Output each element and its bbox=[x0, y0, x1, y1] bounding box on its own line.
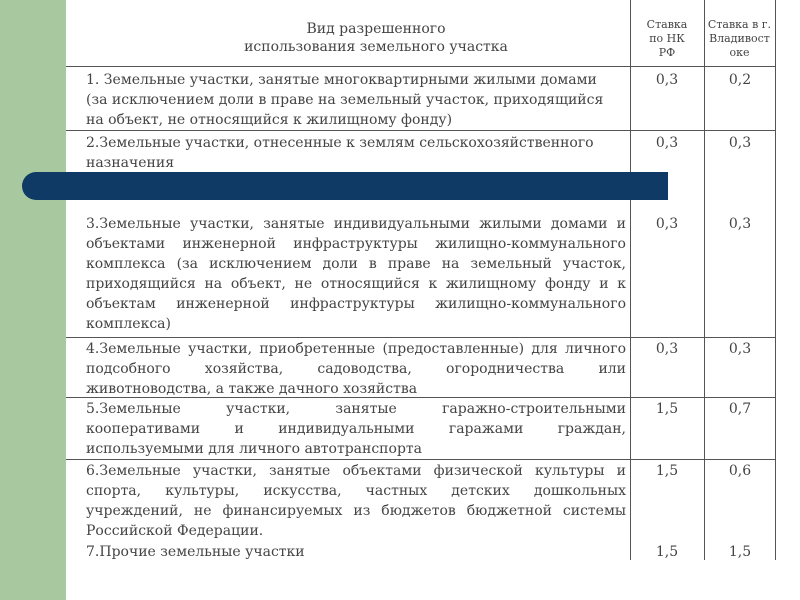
table-row-3-desc bbox=[86, 214, 626, 334]
row-divider-header bbox=[66, 66, 776, 67]
table-row-4-desc bbox=[86, 339, 626, 399]
header-type-line1: Вид разрешенного bbox=[306, 21, 446, 37]
column-divider-1 bbox=[630, 0, 631, 560]
row-4-rate-vl: 0,3 bbox=[728, 341, 752, 357]
header-rf-line3: РФ bbox=[658, 46, 676, 59]
row-5-line-1: 5.Земельные участки, занятые гаражно-строительными bbox=[86, 401, 626, 417]
row-1-rate-rf: 0,3 bbox=[655, 72, 679, 88]
table-row-2-desc bbox=[86, 133, 626, 173]
row-3-rate-vl: 0,3 bbox=[728, 216, 752, 232]
row-7-rate-rf: 1,5 bbox=[655, 544, 679, 560]
row-3-line-1: 3.Земельные участки, занятые индивидуальными жилыми домами и bbox=[86, 216, 626, 232]
row-2-rate-vl: 0,3 bbox=[728, 135, 752, 151]
row-4-rate-rf: 0,3 bbox=[655, 341, 679, 357]
row-6-rate-rf: 1,5 bbox=[655, 463, 679, 479]
row-1-line-1: 1. Земельные участки, занятые многоквартирными жилыми домами bbox=[86, 72, 597, 88]
row-2-rate-rf: 0,3 bbox=[655, 135, 679, 151]
row-5-line-2: кооперативами и индивидуальными гаражами граждан, bbox=[86, 421, 626, 437]
header-vl-line2: Владивост bbox=[709, 32, 770, 45]
row-4-line-1: 4.Земельные участки, приобретенные (предоставленные) для личного bbox=[86, 341, 626, 357]
row-5-rate-rf: 1,5 bbox=[655, 401, 679, 417]
row-3-rate-rf: 0,3 bbox=[655, 216, 679, 232]
header-type-line2: использования земельного участка bbox=[244, 39, 508, 55]
header-rf-line1: Ставка bbox=[646, 18, 688, 31]
header-vl-column bbox=[704, 18, 775, 60]
row-7-rate-vl: 1,5 bbox=[728, 544, 752, 560]
row-3-line-2: объектами инженерной инфраструктуры жилищно-коммунального bbox=[86, 236, 626, 252]
row-3-line-5: объектам инженерной инфраструктуры жилищно-коммунального bbox=[86, 296, 626, 312]
slide-page bbox=[66, 0, 800, 600]
row-2-line-2: назначения bbox=[86, 155, 175, 171]
row-4-line-3: животноводства, а также дачного хозяйства bbox=[86, 381, 418, 397]
table-row-6-desc bbox=[86, 461, 626, 541]
row-3-line-6: комплекса) bbox=[86, 316, 171, 332]
row-divider-5 bbox=[66, 459, 776, 460]
header-vl-line1: Ставка в г. bbox=[707, 18, 772, 31]
table-row-5-desc bbox=[86, 399, 626, 459]
left-decorative-band bbox=[0, 0, 66, 600]
row-5-line-3: используемыми для личного автотранспорта bbox=[86, 441, 422, 457]
row-6-line-4: Российской Федерации. bbox=[86, 523, 264, 539]
row-1-rate-vl: 0,2 bbox=[728, 72, 752, 88]
table-row-7-desc bbox=[86, 542, 626, 562]
column-divider-3 bbox=[775, 0, 776, 560]
row-3-line-4: приходящийся на объект, не относящийся к жилищному фонду и к bbox=[86, 276, 626, 292]
highlight-bar bbox=[22, 172, 668, 200]
row-4-line-2: подсобного хозяйства, садоводства, огородничества или bbox=[86, 361, 626, 377]
header-rf-line2: по НК bbox=[649, 32, 685, 45]
row-2-line-1: 2.Земельные участки, отнесенные к землям сельскохозяйственного bbox=[86, 135, 594, 151]
row-3-line-3: комплекса (за исключением доли в праве на земельный участок, bbox=[86, 256, 626, 272]
row-7-line-1: 7.Прочие земельные участки bbox=[86, 544, 305, 560]
row-6-line-1: 6.Земельные участки, занятые объектами физической культуры и bbox=[86, 463, 626, 479]
row-divider-1 bbox=[66, 130, 776, 131]
row-6-rate-vl: 0,6 bbox=[728, 463, 752, 479]
table-row-1-desc bbox=[86, 70, 626, 130]
row-6-line-2: спорта, культуры, искусства, частных детских дошкольных bbox=[86, 483, 626, 499]
header-type-column bbox=[216, 20, 536, 56]
row-5-rate-vl: 0,7 bbox=[728, 401, 752, 417]
header-vl-line3: оке bbox=[729, 46, 750, 59]
row-6-line-3: учреждений, не финансируемых из бюджетов бюджетной системы bbox=[86, 503, 626, 519]
row-1-line-3: на объект, не относящийся к жилищному фонду) bbox=[86, 112, 453, 128]
header-rf-column bbox=[630, 18, 704, 60]
row-divider-3 bbox=[66, 337, 776, 338]
row-1-line-2: (за исключением доли в праве на земельный участок, приходящийся bbox=[86, 92, 604, 108]
